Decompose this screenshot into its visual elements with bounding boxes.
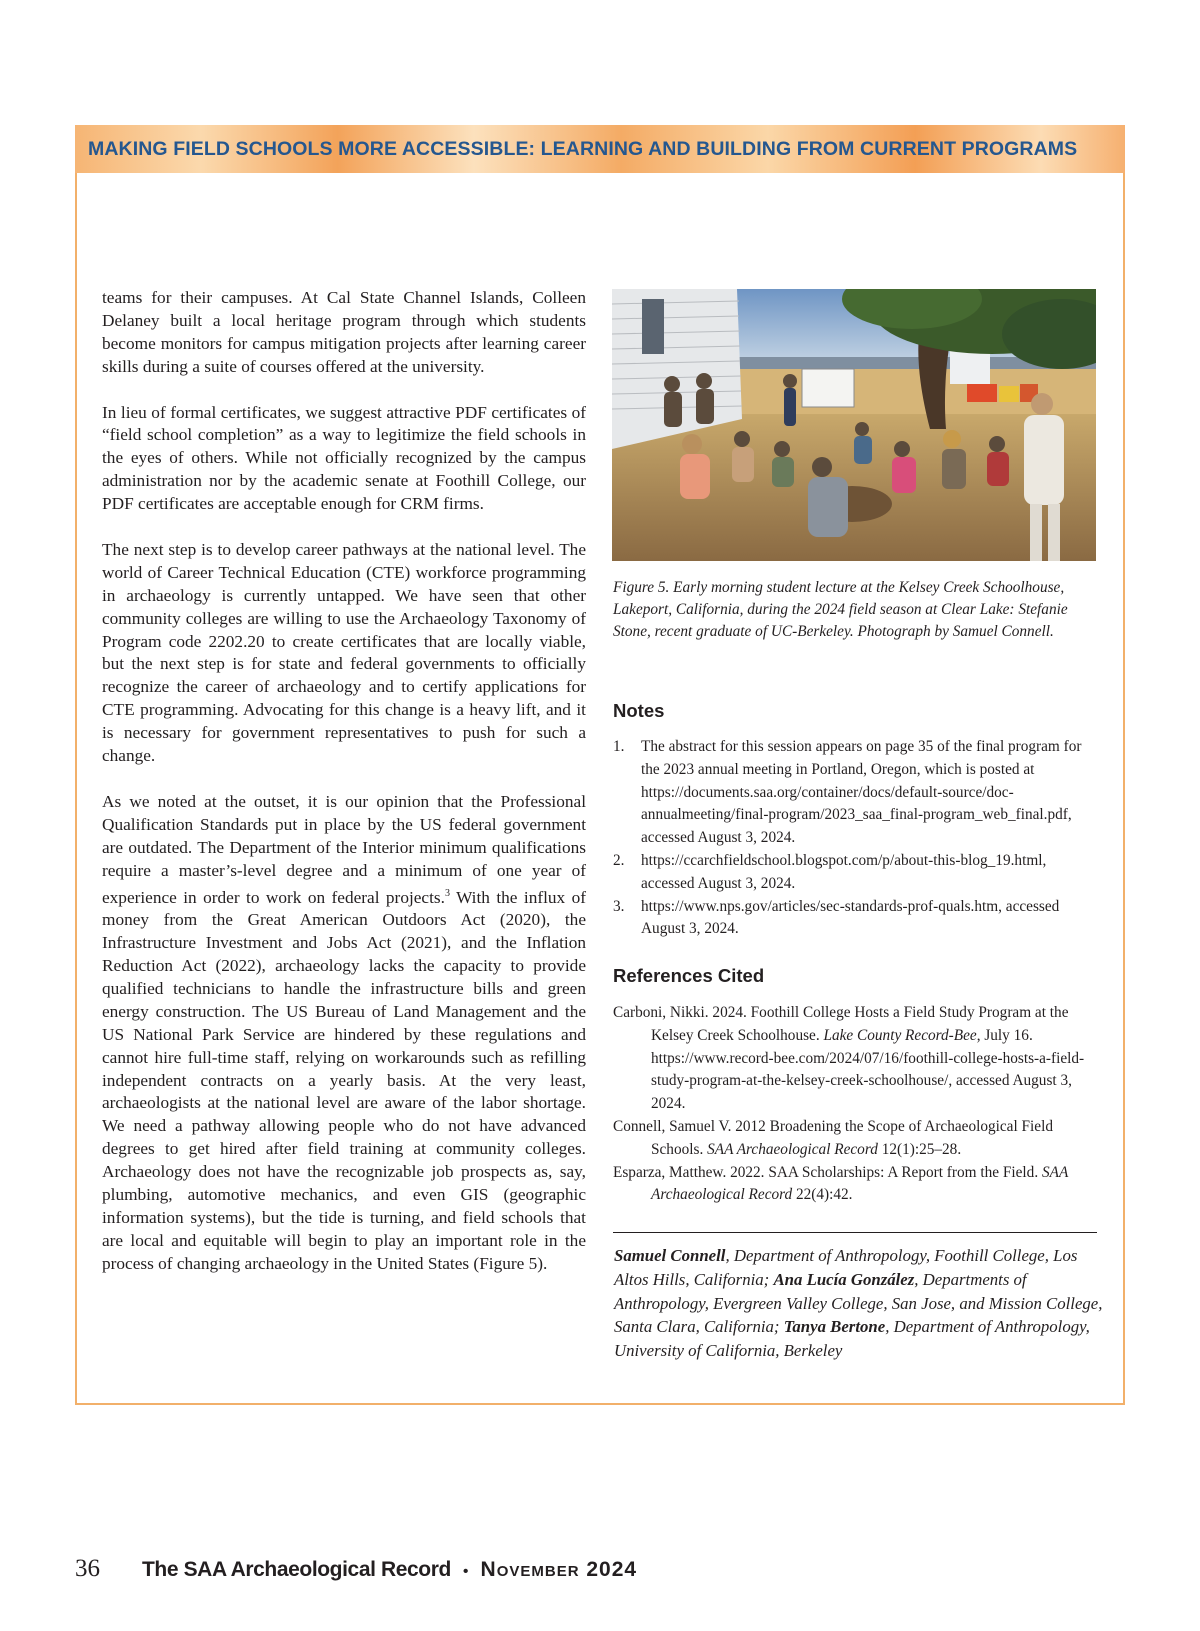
reference-entry: [613, 1162, 1103, 1208]
body-paragraph: [102, 791, 586, 1276]
footer-bullet: •: [462, 1563, 469, 1580]
paragraph-text: As we noted at the outset, it is our opinion that the Professional Qualification Standards put in place by the US federal government are outdated. The Department of the Interior minimum qualifications require a master’s-level degree and a minimum of one year of experience in order to work on federal projects.: [102, 791, 586, 907]
note-item: [613, 896, 1103, 942]
section-title: MAKING FIELD SCHOOLS MORE ACCESSIBLE: LEARNING AND BUILDING FROM CURRENT PROGRAMS: [88, 138, 1078, 160]
author-name: Tanya Bertone: [783, 1317, 886, 1337]
field-lecture-photo: [612, 289, 1096, 561]
reference-entry: [613, 1116, 1103, 1162]
body-paragraph: The next step is to develop career pathways at the national level. The world of Career Technical Education (CTE) workforce programming in archaeology is currently untapped. We have seen that other community colleges are willing to use the Archaeology Taxonomy of Program code 2202.20 to create certificates that are locally viable, but the next step is for state and federal governments to officially recognize the career of archaeology and to certify applications for CTE programming. Advocating for this change is a heavy lift, and it is necessary for government representatives to push for such a change.: [102, 539, 586, 766]
reference-source: Lake County Record-Bee: [823, 1026, 977, 1044]
author-name: Samuel Connell: [614, 1246, 726, 1265]
author-divider: [613, 1232, 1097, 1233]
reference-text: Esparza, Matthew. 2022. SAA Scholarships: A Report from the Field.: [613, 1163, 1042, 1181]
paragraph-text: With the influx of money from the Great American Outdoors Act (2020), the Infrastructure Investment and Jobs Act (2021), and the Inflation Reduction Act (2022), archaeology lacks the capacity to provide qualified technicians to handle the infrastructure bills and green energy construction. The US Bureau of Land Management and the US National Park Service are hindered by these regulations and cannot hire full-time staff, relying on workarounds such as refilling independent contracts on a yearly basis. At the very least, archaeologists at the national level are aware of the labor shortage. We need a pathway allowing people who do not have advanced degrees to get hired after field training at community colleges. Archaeology does not have the recognizable job prospects as, say, plumbing, automotive mechanics, and even GIS (geographic information systems), but the tide is turning, and field schools that are local and equitable will begin to play an important role in the process of changing archaeology in the United States (Figure 5).: [102, 887, 586, 1273]
note-text: https://www.nps.gov/articles/sec-standards-prof-quals.htm, accessed August 3, 2024.: [641, 897, 1060, 938]
author-affiliation: , Departments of Anthropology, Evergreen Valley College, San Jose, and Mission College, Santa Clara, California;: [614, 1269, 1103, 1337]
reference-text: , July 16. https://www.record-bee.com/2024/07/16/foothill-college-hosts-a-field-study-program-at-the-kelsey-creek-schoolhouse/, accessed August 3, 2024.: [651, 1026, 1085, 1113]
figure-caption: Figure 5. Early morning student lecture at the Kelsey Creek Schoolhouse, Lakeport, California, during the 2024 field season at Clear Lake: Stefanie Stone, recent graduate of UC-Berkeley. Photograph by Samuel Connell.: [613, 579, 1068, 640]
reference-entry: [613, 1002, 1103, 1116]
note-number: 1.: [613, 738, 625, 755]
reference-source: SAA Archaeological Record: [707, 1140, 878, 1158]
note-item: [613, 736, 1103, 850]
figure-5-photo: [612, 289, 1096, 561]
reference-text: Carboni, Nikki. 2024. Foothill College Hosts a Field Study Program at the Kelsey Creek Schoolhouse.: [613, 1004, 1069, 1044]
reference-source: SAA Archaeological Record: [651, 1163, 1069, 1204]
body-paragraph: teams for their campuses. At Cal State Channel Islands, Colleen Delaney built a local heritage program through which students become monitors for campus mitigation projects after learning career skills during a suite of courses offered at the university.: [102, 288, 586, 376]
author-affiliation: , Department of Anthropology, University of California, Berkeley: [614, 1317, 1090, 1361]
note-text: The abstract for this session appears on page 35 of the final program for the 2023 annual meeting in Portland, Oregon, which is posted at https://documents.saa.org/container/docs/default-source/doc-annualmeeting/final-program/2023_saa_final-program_web_final.pdf, accessed August 3, 2024.: [641, 738, 1082, 847]
note-item: [613, 850, 1103, 896]
references-heading: References Cited: [613, 965, 765, 986]
note-number: 2.: [613, 851, 625, 869]
reference-text: Connell, Samuel V. 2012 Broadening the Scope of Archaeological Field Schools.: [613, 1117, 1053, 1158]
notes-list: [613, 736, 1103, 941]
author-affiliation: , Department of Anthropology, Foothill College, Los Altos Hills, California;: [614, 1246, 1078, 1289]
author-name: Ana Lucía González: [773, 1269, 915, 1289]
notes-heading: Notes: [613, 700, 665, 721]
reference-text: 12(1):25–28.: [877, 1140, 962, 1158]
footnote-ref: 3: [444, 887, 450, 899]
issue-date: November 2024: [480, 1558, 638, 1581]
body-text-column: [102, 287, 586, 1299]
note-text: https://ccarchfieldschool.blogspot.com/p/about-this-blog_19.html, accessed August 3, 2024.: [641, 851, 1047, 892]
page-footer: [75, 1555, 637, 1585]
references-list: [613, 1002, 1103, 1207]
note-number: 3.: [613, 897, 625, 915]
body-paragraph: In lieu of formal certificates, we suggest attractive PDF certificates of “field school completion” as a way to legitimize the field schools in the eyes of others. While not officially recognized by the campus administration nor by the academic senate at Foothill College, our PDF certificates are acceptable enough for CRM firms.: [102, 402, 586, 514]
journal-title: The SAA Archaeological Record: [142, 1558, 451, 1581]
reference-text: 22(4):42.: [792, 1186, 853, 1204]
author-affiliations: [614, 1244, 1104, 1363]
page-number: 36: [75, 1555, 100, 1582]
